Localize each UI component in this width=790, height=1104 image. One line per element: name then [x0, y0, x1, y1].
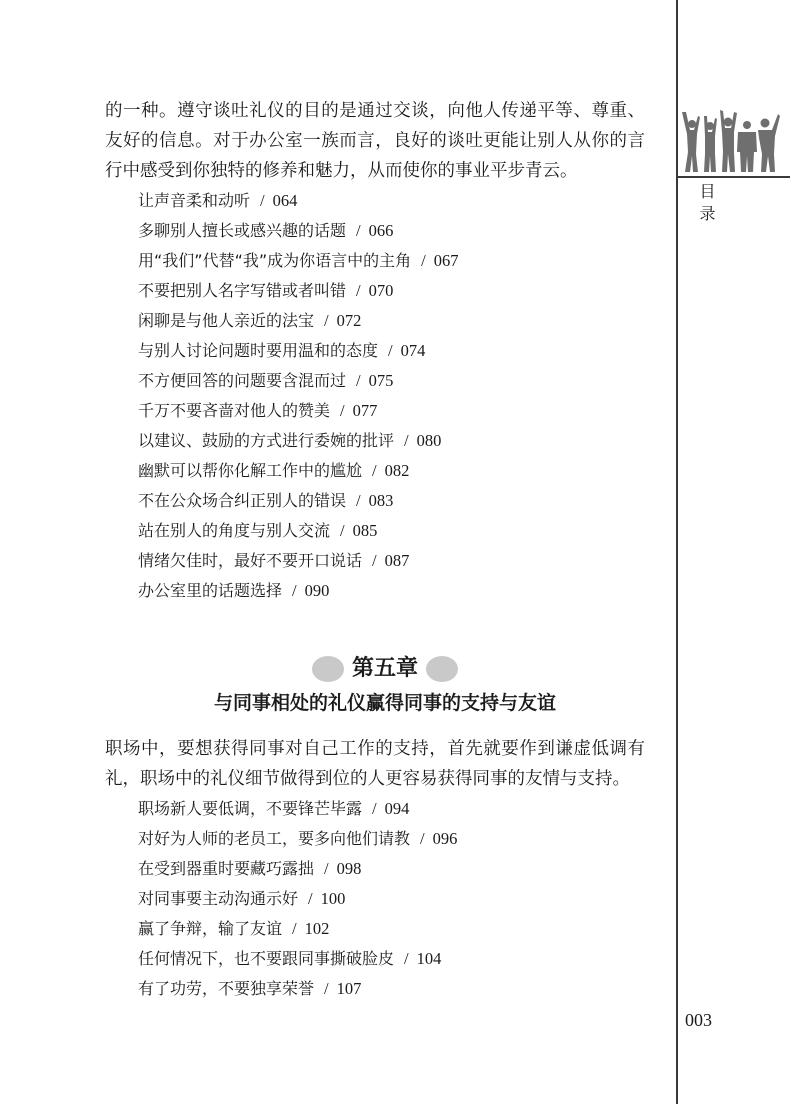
toc-entry-separator: /	[372, 551, 377, 570]
page-number: 003	[685, 1010, 712, 1030]
toc-entry[interactable]	[138, 426, 459, 456]
chapter-label: 第五章	[351, 656, 418, 681]
toc-entry-separator: /	[292, 581, 297, 600]
toc-entry-title: 多聊别人擅长或感兴趣的话题	[138, 221, 347, 240]
toc-entry[interactable]	[138, 914, 457, 944]
margin-horizontal-rule	[676, 176, 790, 178]
toc-entry-separator: /	[404, 431, 409, 450]
toc-entry[interactable]	[138, 486, 459, 516]
toc-entry-page: 096	[432, 829, 458, 848]
toc-entry-title: 情绪欠佳时，最好不要开口说话	[138, 551, 363, 570]
toc-entry-title: 在受到器重时要藏巧露拙	[138, 859, 315, 878]
toc-entry-page: 080	[416, 431, 442, 450]
toc-entry-title: 不要把别人名字写错或者叫错	[138, 281, 347, 300]
toc-entry-title: 幽默可以帮你化解工作中的尴尬	[138, 461, 363, 480]
toc-entry-page: 074	[400, 341, 426, 360]
toc-entry-separator: /	[324, 859, 329, 878]
toc-entry[interactable]	[138, 456, 459, 486]
chapter-title: 与同事相处的礼仪赢得同事的支持与友谊	[213, 692, 556, 714]
toc-entry-title: 以建议、鼓励的方式进行委婉的批评	[138, 431, 395, 450]
toc-entry-page: 102	[304, 919, 330, 938]
toc-entry-title: 办公室里的话题选择	[138, 581, 283, 600]
toc-entry-title: 不方便回答的问题要含混而过	[138, 371, 347, 390]
toc-entry-separator: /	[372, 461, 377, 480]
toc-entry-separator: /	[420, 829, 425, 848]
intro-paragraph: 的一种。遵守谈吐礼仪的目的是通过交谈，向他人传递平等、尊重、友好的信息。对于办公室一族而言，良好的谈吐更能让别人从你的言行中感受到你独特的修养和魅力，从而使你的事业平步青云。	[105, 101, 645, 181]
toc-entry-separator: /	[388, 341, 393, 360]
toc-entry[interactable]	[138, 974, 457, 1004]
toc-entry-separator: /	[421, 251, 426, 270]
toc-entry-page: 082	[384, 461, 410, 480]
toc-entry-title: 对同事要主动沟通示好	[138, 889, 299, 908]
toc-entry-page: 094	[384, 799, 410, 818]
toc-entry[interactable]	[138, 854, 457, 884]
toc-entry-title: 用“我们”代替“我”成为你语言中的主角	[138, 251, 412, 270]
celebrating-people-icon	[680, 108, 780, 172]
toc-entry[interactable]	[138, 944, 457, 974]
margin-vertical-rule	[676, 0, 678, 1104]
toc-entry[interactable]	[138, 216, 459, 246]
toc-entry-separator: /	[356, 491, 361, 510]
toc-entry[interactable]	[138, 516, 459, 546]
toc-entry-separator: /	[372, 799, 377, 818]
toc-entry-page: 098	[336, 859, 362, 878]
toc-entry[interactable]	[138, 824, 457, 854]
toc-entry-title: 让声音柔和动听	[138, 191, 251, 210]
toc-entry[interactable]	[138, 396, 459, 426]
toc-entry-page: 067	[433, 251, 459, 270]
toc-entry[interactable]	[138, 366, 459, 396]
toc-entry-page: 085	[352, 521, 378, 540]
toc-entry-page: 077	[352, 401, 378, 420]
toc-list-section-2	[138, 794, 457, 1004]
toc-entry-page: 087	[384, 551, 410, 570]
toc-entry-title: 有了功劳，不要独享荣誉	[138, 979, 315, 998]
toc-entry-separator: /	[356, 221, 361, 240]
toc-entry[interactable]	[138, 884, 457, 914]
toc-entry-separator: /	[340, 401, 345, 420]
toc-entry-page: 066	[368, 221, 394, 240]
toc-entry-separator: /	[404, 949, 409, 968]
toc-entry-separator: /	[356, 281, 361, 300]
toc-entry[interactable]	[138, 794, 457, 824]
toc-entry-separator: /	[340, 521, 345, 540]
toc-entry-separator: /	[324, 311, 329, 330]
toc-list-section-1	[138, 186, 459, 606]
toc-entry-title: 千万不要吝啬对他人的赞美	[138, 401, 331, 420]
toc-entry-title: 对好为人师的老员工，要多向他们请教	[138, 829, 411, 848]
toc-entry-separator: /	[260, 191, 265, 210]
chapter-heading	[300, 652, 470, 686]
toc-entry-page: 072	[336, 311, 362, 330]
toc-entry-page: 104	[416, 949, 442, 968]
toc-entry[interactable]	[138, 276, 459, 306]
toc-entry-separator: /	[356, 371, 361, 390]
toc-entry-page: 070	[368, 281, 394, 300]
toc-entry-page: 064	[272, 191, 298, 210]
toc-entry[interactable]	[138, 546, 459, 576]
chapter-intro-paragraph: 职场中，要想获得同事对自己工作的支持，首先就要作到谦虚低调有礼，职场中的礼仪细节做得到位的人更容易获得同事的友情与支持。	[105, 739, 645, 789]
toc-entry-separator: /	[292, 919, 297, 938]
toc-entry-title: 站在别人的角度与别人交流	[138, 521, 331, 540]
toc-entry-page: 100	[320, 889, 346, 908]
toc-entry-title: 闲聊是与他人亲近的法宝	[138, 311, 315, 330]
toc-entry-separator: /	[308, 889, 313, 908]
toc-entry[interactable]	[138, 246, 459, 276]
section-label: 目录	[697, 183, 716, 227]
toc-entry[interactable]	[138, 186, 459, 216]
toc-entry-title: 与别人讨论问题时要用温和的态度	[138, 341, 379, 360]
toc-entry-page: 107	[336, 979, 362, 998]
toc-entry[interactable]	[138, 336, 459, 366]
toc-entry-page: 075	[368, 371, 394, 390]
toc-entry[interactable]	[138, 306, 459, 336]
toc-entry-title: 赢了争辩，输了友谊	[138, 919, 283, 938]
toc-entry-title: 职场新人要低调，不要锋芒毕露	[138, 799, 363, 818]
toc-entry-page: 090	[304, 581, 330, 600]
toc-entry-page: 083	[368, 491, 394, 510]
toc-entry-title: 不在公众场合纠正别人的错误	[138, 491, 347, 510]
toc-entry[interactable]	[138, 576, 459, 606]
toc-entry-separator: /	[324, 979, 329, 998]
toc-entry-title: 任何情况下，也不要跟同事撕破脸皮	[138, 949, 395, 968]
